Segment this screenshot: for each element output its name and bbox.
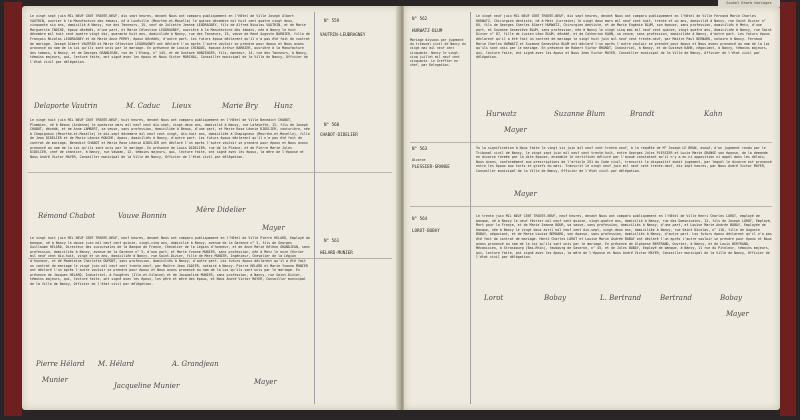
signature: L. Bertrand bbox=[600, 294, 642, 302]
signature: Jacqueline Munier bbox=[114, 382, 180, 390]
signature: Mère Didelier bbox=[196, 206, 246, 214]
act-names: VAUTRIN-LEUDRAGNEY bbox=[320, 32, 366, 37]
act-number: N° 562 bbox=[412, 16, 428, 21]
act-names: LOROT-BOBAY bbox=[412, 228, 440, 233]
act-text: Le vingt huit juin MIL NEUF CENT TRENTE-NEUF, neuf heures, devant Nous ont comparu publiquement en l'Hôtel de Ville Pierre HELARD, Employé de banque, né à Nancy le douze juin mil neuf cent quinze, vingt-cinq ans, domicilié à Nancy, avenue de la Garenne n° 3, fils de Georges Guillaume HELARD, Directeur des succursales de la Banque de France, Chevalier de la Légion d'honneur, et de Anne Marie Hélène GRANDJEAN, sans profession, domiciliés à Nancy, avenue de la Garenne n° 3, d'une part, et Marie Yvonne MUNIER, sans profession, née à Metz le onze février mil neuf cent dix-huit, vingt et un ans, domiciliée à Nancy, rue Saint-Dizier, fille de Marc MUNIER, Ingénieur, Chevalier de la Légion d'honneur, et de Madeleine Charlotte DUPONT, sans profession, domiciliés à Nancy, d'autre part. Les futurs époux déclarent qu'il a été fait un contrat de mariage le vingt juin mil neuf cent trente-neuf, par Maître Jean CADIER, notaire à Nancy. Pierre HELARD et Marie Yvonne MUNIER ont déclaré l'un après l'autre vouloir se prendre pour époux et Nous avons prononcé au nom de la Loi qu'ils sont unis par le mariage. En présence de Jacques HELARD, Industriel, à Fougères (Ille-et-Vilaine) et de Jacqueline MUNIER, sans profession, à Nancy, rue Saint-Dizier, témoins majeurs, qui, lecture faite, ont signé avec les époux, les père et mère des époux, et Nous André Victor MAYER, Conseiller municipal de la Ville de Nancy, Officier de l'état civil par délégation. bbox=[30, 236, 312, 286]
act-divider bbox=[410, 142, 772, 143]
act-text: Le vingt huit juin MIL NEUF CENT TRENTE-NEUF, huit heures, devant Nous ont comparu publiquement en l'Hôtel de Ville Benedict CHABOT, Plombier, né à Beaux (Ardenne) le quatorze mars mil neuf cent dix-sept, vingt-deux ans, domicilié à Nancy, rue Lafayette, 12, fils de Joseph CHABOT, décédé, et de Anne LAMBERT, sa veuve, sans profession, domiciliée à Beaux, d'une part, et Marie Rose Léonie DIDELIER, couturière, née à Chapigneux (Meurthe-et-Moselle) le dix-sept décembre mil neuf cent vingt, dix-huit ans, domiciliée à Chapigneux (Meurthe-et-Moselle), fille de Jean DIDELIER et de Marie Léonie ROUCHE, époux, domiciliés à Nancy, d'autre part. Les futurs époux déclarent qu'il n'a pas été fait de contrat de mariage. Benedict CHABOT et Marie Rose Léonie DIDELIER ont déclaré l'un après l'autre vouloir se prendre pour époux et Nous avons prononcé au nom de la Loi qu'ils sont unis par le mariage. En présence de Louis DIDELIER, rue de la Plaine, et de Pierre Marie Jules DIDELIER, chef de chantier, à Nancy, rue Vauban, 12, témoins majeurs, qui, lecture faite, ont signé avec les époux, la mère de l'épouse et Nous André Victor MAYER, Conseiller municipal de la Ville de Nancy, Officier de l'état civil par délégation. bbox=[30, 118, 312, 159]
signature: Mayer bbox=[504, 126, 527, 134]
signature: Mayer bbox=[254, 378, 277, 386]
act-number: N° 560 bbox=[324, 122, 340, 127]
act-text: Le vingt neuf juin MIL NEUF CENT TRENTE-NEUF, dix sept heures, devant Nous ont comparu publiquement en l'Hôtel de Ville Fernand Marie Charles HURWATZ, Chirurgien dentiste, né à Metz (Lorraine) le vingt deux mars mil neuf cent huit, trente et un ans, domicilié à Nancy, rue Saint Dizier n° 85, fils de Georges Charles Albert HURWATZ, Chirurgien dentiste, et de Marie Eugénie BLUM, son épouse, sans profession, domiciliés à Metz, d'une part, et Suzanne Geneviève BLUM, sans profession, née à Nancy le vingt cinq mai mil neuf cent quinze, vingt quatre ans, domiciliée à Nancy, rue Saint Dizier n° 87, fille de Lucien Léon BLUM, décédé, et de Catherine KAHN, sa veuve, sans profession, domiciliée à Nancy, d'autre part. Les futurs époux déclarent qu'il a été fait un contrat de mariage le vingt huit juin mil neuf cent trente-neuf, par Maître Paul BERNARD, notaire à Nancy. Fernand Marie Charles HURWATZ et Suzanne Geneviève BLUM ont déclaré l'un après l'autre vouloir se prendre pour époux et Nous avons prononcé au nom de la Loi qu'ils sont unis par le mariage. En présence de Robert Victor BRANDT, Industriel, à Nancy, et de Gustave KAHN, négociant, à Nancy, témoins majeurs, qui, lecture faite, ont signé avec les époux et Nous Jean Victor MAYER, Conseiller municipal de la Ville de Nancy, Officier de l'état civil par délégation. bbox=[476, 14, 774, 60]
act-divider bbox=[410, 206, 772, 207]
signature: Mayer bbox=[726, 310, 749, 318]
signature: Hurwatz bbox=[486, 110, 517, 118]
signature: Lorot bbox=[484, 294, 504, 302]
signature: Mayer bbox=[262, 224, 285, 232]
act-number: N° 564 bbox=[412, 216, 428, 221]
marginal-annotation: Mariage dissous par jugement du tribunal civil de Nancy du vingt mai mil neuf cent cinquante. Nancy le vingt-cinq juillet mil neuf cent cinquante. Le Greffier en chef, par Delegation. bbox=[410, 38, 468, 68]
act-number: N° 563 bbox=[412, 146, 428, 151]
signature: Rémond Chabot bbox=[38, 212, 96, 220]
signature: Bobay bbox=[544, 294, 566, 302]
header-tag: Souhel Kharb mariages bbox=[718, 0, 780, 7]
act-text: Le vingt sept juin MIL NEUF CENT TRENTE-NEUF, dix sept heures, devant Nous ont comparu publiquement en l'Hôtel de Ville Joseph Albert VAUTRIN, ouvrier à la Manufacture des tabacs, né à Lunéville (Meurthe-et-Moselle) le quinze décembre mil huit cent quatre vingt deux, cinquante six ans, domicilié à Nancy, rue des Tanneurs, 15, veuf de Juliette Jeanne LEUDRAGNEY, fils de Alfred Nicolas VAUTRIN, et de Marie Marguerite INOCHE, époux décédés, d'une part, et Marie Célestine LEUDRAGNEY, ouvrière à la Manufacture des tabacs, née à Nancy le huit décembre mil huit cent quatre vingt dix, quarante huit ans, domiciliée à Nancy, rue des Tanneurs, 15, veuve de René Auguste BARBIER, fille de François Nicolas LEUDRAGNEY et de Marie Anne PERRY, époux décédés, d'autre part. Les futurs époux déclarent qu'il n'a pas été fait de contrat de mariage. Joseph Albert VAUTRIN et Marie Célestine LEUDRAGNEY ont déclaré l'un après l'autre vouloir se prendre pour époux et Nous avons prononcé au nom de la Loi qu'ils sont unis par le mariage. En présence de Louise CHINOUX, épouse Arthur BARBIER, ouvrière à la Manufacture des tabacs, à Nancy, et de Georges GRANDJEAN, rue de l'Etang, n° 145, et de Gustave HUNZINGER, fils, monteur, 14, rue des Tanneurs, à Nancy, témoins majeurs, qui, lecture faite, ont signé avec les époux et Nous Victor MARCHAL, Conseiller municipal de la Ville de Nancy, Officier de l'état civil par délégation. bbox=[30, 14, 312, 64]
signature: A. Grandjean bbox=[172, 360, 219, 368]
act-names: HURWATZ-BLUM bbox=[412, 28, 443, 33]
signature: Lieux bbox=[172, 102, 192, 110]
act-names: PLESSIER-GRANGE bbox=[412, 164, 450, 169]
book-cover-edge-right bbox=[780, 2, 796, 416]
signature: Marie Bry bbox=[222, 102, 258, 110]
signature: Munier bbox=[42, 376, 68, 384]
act-text: Le trente juin MIL NEUF CENT TRENTE-NEUF, neuf heures, devant Nous ont comparu publiquement en l'Hôtel de Ville Henri Charles LOROT, employé de banque, né à Nancy le neuf février mil neuf cent quinze, vingt-quatre ans, domicilié à Nancy, rue des Dominicains, 12, fils de Joseph LOROT, Employé, Mort pour la France, et de Marie Jeanne BOUR, sa veuve, sans profession, domiciliés à Nancy, d'une part, et Louise Marie Andrée BOBAY, Employée de banque, née à Nancy le vingt deux avril mil neuf cent dix-sept, vingt-deux ans, domiciliée à Nancy, rue Saint Nicolas, n° 118, fille de Auguste BOBAY, négociant, et de Marie Louise BERNARD, son épouse, sans profession, domiciliés à Nancy, d'autre part. Les futurs époux déclarent qu'il n'a pas été fait de contrat de mariage. Henri Charles LOROT et Louise Marie Andrée BOBAY ont déclaré l'un après l'autre vouloir se prendre pour époux et Nous avons prononcé au nom de la Loi qu'ils sont unis par le mariage. En présence de Alphonse BERTRAND, Ouvrier, à Nancy, et de Louis BERTRAND, Mécanicien, à Strasbourg (Bas-Rhin), faubourg de Saverne, n° 45, et de Jules BOBAY, Employé de banque, à Nancy, 11 rue du Pitoleur, témoins majeurs, qui, lecture faite, ont signé avec les époux, la mère de l'épouse et Nous André Victor MAYER, Conseiller municipal de la Ville de Nancy, Officier de l'état civil par délégation. bbox=[476, 214, 774, 260]
act-number: N° 561 bbox=[324, 238, 340, 243]
signature: Brandt bbox=[630, 110, 655, 118]
signature: Pierre Hélard bbox=[36, 360, 85, 368]
act-divider bbox=[28, 172, 392, 173]
signature: Mayer bbox=[514, 190, 537, 198]
book-cover-edge-left bbox=[4, 2, 22, 416]
signature: Hunz bbox=[274, 102, 293, 110]
act-names: HELARD-MUNIER bbox=[320, 250, 353, 255]
signature: Bobay bbox=[720, 294, 742, 302]
signature: M. Hélard bbox=[98, 360, 135, 368]
signature: Bertrand bbox=[660, 294, 692, 302]
signature: M. Caduc bbox=[126, 102, 161, 110]
right-margin-rule bbox=[470, 12, 471, 404]
left-page bbox=[22, 6, 400, 410]
act-number: N° 559 bbox=[324, 18, 340, 23]
act-text: Vu la signification à Nous faite le vingt six juin mil neuf cent trente-neuf, à la requête de M° Joseph LE BRUN, avoué, d'un jugement rendu par le Tribunal civil de Nancy, le vingt sept juin mil neuf cent trente-huit, entre Georges Jules PLESSIER et Lucie Marie GRANGE son épouse, de la demande en divorce formée par la dite épouse, ensemble le certificat délivré par l'avoué constatant qu'il n'y a eu ni opposition ni appel dans les délais, Nous avons, conformément aux prescriptions de l'article 251 du Code civil, transcrit le dispositif dudit jugement, par lequel le divorce est prononcé entre les époux aux torts et griefs du mari. Transcrit le vingt neuf juin mil neuf cent trente-neuf, dix sept heures, par Nous André Victor MAYER, Conseiller municipal de la Ville de Nancy, Officier de l'état civil par délégation. bbox=[476, 146, 774, 173]
left-margin-rule bbox=[314, 12, 315, 404]
signature: Delaporte Vautrin bbox=[34, 102, 98, 110]
signature: Kahn bbox=[704, 110, 723, 118]
marginal-annotation: Divorce bbox=[412, 158, 426, 162]
right-page bbox=[404, 6, 780, 410]
signature: Suzanne Blum bbox=[554, 110, 606, 118]
signature: Vauve Bonnin bbox=[118, 212, 167, 220]
act-names: CHABOT-DIDELIER bbox=[320, 132, 358, 137]
